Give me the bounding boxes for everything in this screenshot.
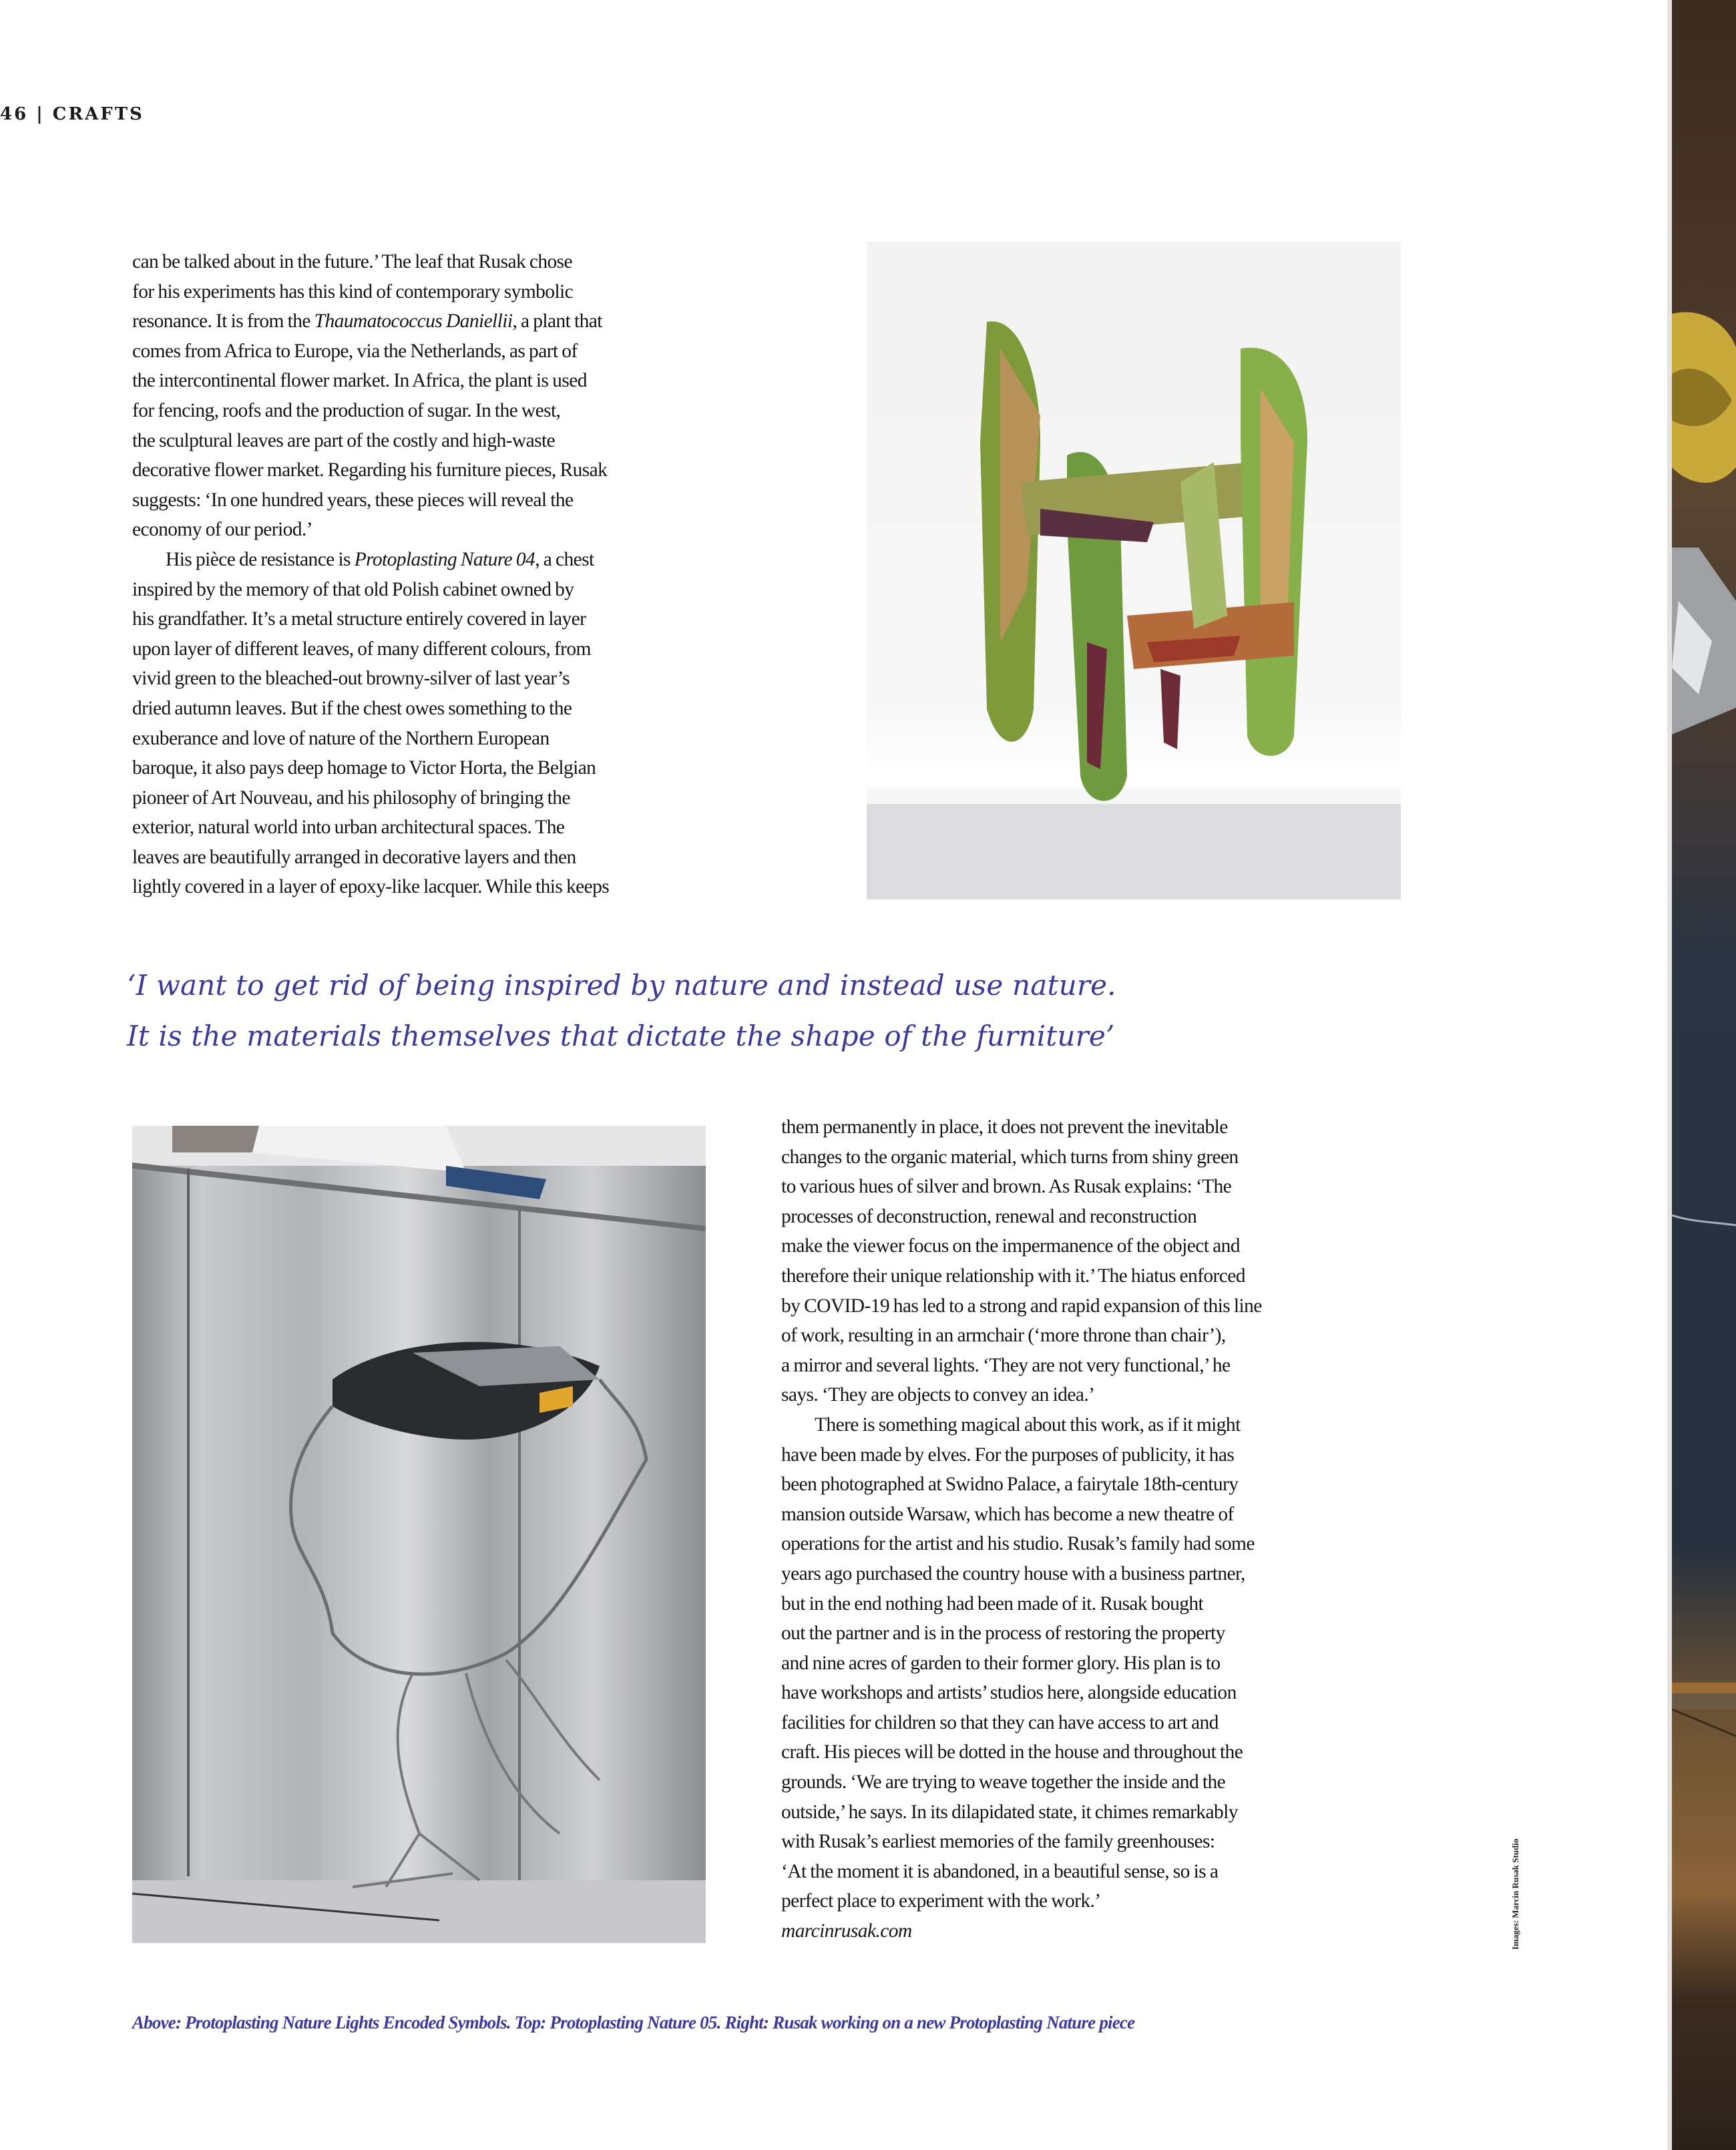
article-line: dried autumn leaves. But if the chest owes something to the [132, 697, 572, 719]
separator: | [36, 104, 45, 124]
pull-quote-line-1: ‘I want to get rid of being inspired by nature and instead use nature. [127, 969, 1116, 1002]
photo-lamp-sculpture [132, 1126, 706, 1943]
article-line: operations for the artist and his studio. Rusak’s family had some [781, 1533, 1255, 1555]
chair-sculpture-illustration [867, 242, 1401, 899]
article-column-left [132, 247, 740, 902]
italic-title: Thaumatococcus Daniellii [314, 310, 513, 333]
article-line: the intercontinental flower market. In Africa, the plant is used [132, 370, 587, 392]
article-line: vivid green to the bleached-out browny-silver of last year’s [132, 668, 570, 690]
article-line: but in the end nothing had been made of it. Rusak bought [781, 1592, 1204, 1615]
article-line: craft. His pieces will be dotted in the house and throughout the [781, 1741, 1243, 1763]
pull-quote [127, 960, 1116, 1062]
article-line: the sculptural leaves are part of the costly and high-waste [132, 429, 556, 451]
article-column-right [781, 1112, 1402, 1946]
article-line: processes of deconstruction, renewal and reconstruction [781, 1205, 1197, 1227]
photo-artist-working [1672, 0, 1736, 2150]
article-line: baroque, it also pays deep homage to Victor Horta, the Belgian [132, 757, 596, 779]
article-line: his grandfather. It’s a metal structure entirely covered in layer [132, 608, 586, 630]
page-number: 46 [0, 104, 29, 124]
article-line: grounds. ‘We are trying to weave together the inside and the [781, 1771, 1226, 1793]
article-line: suggests: ‘In one hundred years, these pieces will reveal the [132, 489, 574, 511]
article-line: outside,’ he says. In its dilapidated state, it chimes remarkably [781, 1801, 1238, 1823]
article-line: been photographed at Swidno Palace, a fairytale 18th-century [781, 1474, 1239, 1496]
article-line: have workshops and artists’ studios here, alongside education [781, 1682, 1237, 1704]
pull-quote-line-2: It is the materials themselves that dictate the shape of the furniture’ [127, 1020, 1115, 1052]
article-line: lightly covered in a layer of epoxy-like lacquer. While this keeps [132, 876, 610, 898]
article-line: resonance. It is from the Thaumatococcus Daniellii, a plant that [132, 310, 602, 333]
article-line: and nine acres of garden to their former glory. His plan is to [781, 1652, 1221, 1674]
article-line: ‘At the moment it is abandoned, in a beautiful sense, so is a [781, 1860, 1219, 1882]
article-line: economy of our period.’ [132, 519, 312, 541]
running-head [0, 104, 144, 124]
article-line: pioneer of Art Nouveau, and his philosophy of bringing the [132, 787, 570, 809]
article-line: His pièce de resistance is Protoplasting Nature 04, a chest [166, 548, 594, 570]
artist-working-illustration [1672, 0, 1736, 2150]
article-line: can be talked about in the future.’ The leaf that Rusak chose [132, 251, 573, 272]
article-line: of work, resulting in an armchair (‘more throne than chair’), [781, 1325, 1226, 1347]
article-line: therefore their unique relationship with it.’ The hiatus enforced [781, 1265, 1245, 1287]
article-line: There is something magical about this work, as if it might [815, 1414, 1241, 1436]
article-line: inspired by the memory of that old Polish cabinet owned by [132, 578, 574, 600]
article-line: to various hues of silver and brown. As Rusak explains: ‘The [781, 1176, 1232, 1198]
article-line: decorative flower market. Regarding his furniture pieces, Rusak [132, 459, 608, 481]
article-line: by COVID-19 has led to a strong and rapid expansion of this line [781, 1295, 1262, 1317]
article-line: make the viewer focus on the impermanence of the object and [781, 1235, 1240, 1257]
article-line: for fencing, roofs and the production of sugar. In the west, [132, 399, 561, 421]
article-line: a mirror and several lights. ‘They are not very functional,’ he [781, 1354, 1231, 1376]
photo-chair-sculpture [867, 242, 1401, 899]
website-link[interactable]: marcinrusak.com [781, 1920, 912, 1942]
article-line: with Rusak’s earliest memories of the family greenhouses: [781, 1831, 1215, 1853]
article-line: have been made by elves. For the purposes of publicity, it has [781, 1444, 1235, 1466]
article-line: leaves are beautifully arranged in decorative layers and then [132, 846, 576, 868]
article-line: upon layer of different leaves, of many different colours, from [132, 638, 591, 660]
article-line: perfect place to experiment with the work.’ [781, 1890, 1101, 1912]
image-caption: Above: Protoplasting Nature Lights Encoded Symbols. Top: Protoplasting Nature 05. Right: Rusak working on a new Protoplasting Nature piece [132, 2012, 1135, 2032]
italic-title: Protoplasting Nature 04 [354, 548, 535, 570]
article-line: exuberance and love of nature of the Northern European [132, 727, 550, 749]
article-line: out the partner and is in the process of restoring the property [781, 1623, 1225, 1645]
article-line: them permanently in place, it does not prevent the inevitable [781, 1116, 1228, 1138]
page-gutter [1667, 0, 1672, 2150]
image-credit: Images: Marcin Rusak Studio [1510, 1838, 1520, 1950]
article-line: mansion outside Warsaw, which has become a new theatre of [781, 1503, 1234, 1525]
article-line: facilities for children so that they can have access to art and [781, 1711, 1219, 1733]
article-line: years ago purchased the country house with a business partner, [781, 1562, 1245, 1584]
article-line: says. ‘They are objects to convey an idea.’ [781, 1384, 1095, 1406]
article-line: comes from Africa to Europe, via the Netherlands, as part of [132, 340, 578, 362]
section-name: CRAFTS [52, 104, 144, 124]
lamp-sculpture-illustration [132, 1126, 706, 1943]
article-line: for his experiments has this kind of contemporary symbolic [132, 280, 574, 302]
article-line: changes to the organic material, which turns from shiny green [781, 1146, 1239, 1168]
article-line: exterior, natural world into urban architectural spaces. The [132, 817, 565, 839]
